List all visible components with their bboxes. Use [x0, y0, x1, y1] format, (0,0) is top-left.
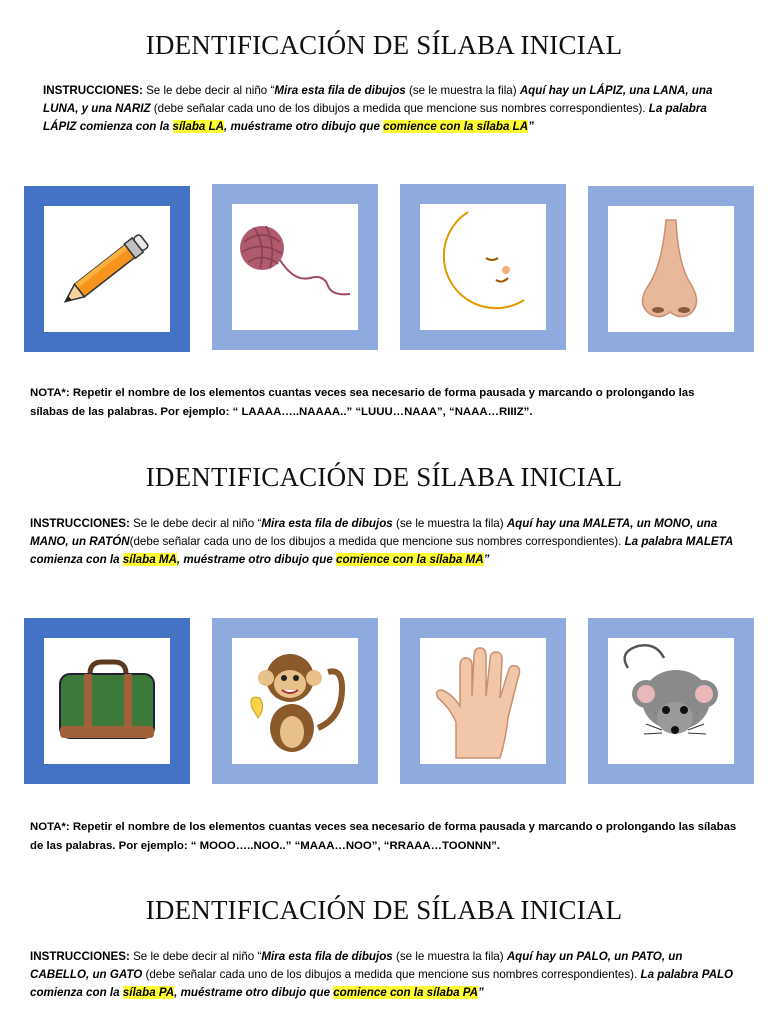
instr-text: (se le muestra la fila) [392, 517, 507, 530]
section-3-instructions [30, 948, 740, 1002]
card-pencil [24, 186, 190, 352]
section-2-instructions [30, 515, 752, 569]
instr-emphasis: Aquí hay un PALO, un PATO, un CABELLO, un GATO [30, 950, 683, 981]
instr-text: (se le muestra la fila) [392, 950, 507, 963]
instr-text: (se le muestra la fila) [405, 84, 520, 97]
instructions-label: INSTRUCCIONES: [30, 950, 130, 963]
instr-emphasis: , muéstrame otro dibujo que [174, 986, 334, 999]
suitcase-icon [44, 638, 170, 764]
instr-emphasis: La palabra LÁPIZ comienza con la [43, 102, 707, 133]
instr-emphasis: ” [478, 986, 484, 999]
pencil-icon [44, 206, 170, 332]
section-1-title: IDENTIFICACIÓN DE SÍLABA INICIAL [145, 30, 623, 60]
card-monkey [212, 618, 378, 784]
instr-highlight: sílaba MA [122, 553, 177, 566]
instr-emphasis: ” [483, 553, 490, 566]
section-3-title: IDENTIFICACIÓN DE SÍLABA INICIAL [145, 895, 623, 925]
card-yarn [212, 184, 378, 350]
instr-text: (debe señalar cada uno de los dibujos a medida que mencione sus nombres correspondientes). [142, 968, 641, 981]
card-moon [400, 184, 566, 350]
instr-emphasis: La palabra PALO comienza con la [30, 968, 734, 999]
instr-text: Se le debe decir al niño “ [129, 950, 262, 963]
instr-text: (debe señalar cada uno de los dibujos a medida que mencione sus nombres correspondientes). [129, 535, 625, 548]
instr-emphasis: ” [528, 120, 534, 133]
instructions-label: INSTRUCCIONES: [30, 517, 130, 530]
instr-highlight: comience con la sílaba MA [336, 553, 484, 566]
card-suitcase [24, 618, 190, 784]
instr-emphasis: , muéstrame otro dibujo que [176, 553, 337, 566]
moon-icon [420, 204, 546, 330]
instr-emphasis: Mira esta fila de dibujos [274, 84, 406, 97]
card-hand [400, 618, 566, 784]
instr-emphasis: , muéstrame otro dibujo que [224, 120, 384, 133]
instr-emphasis: La palabra MALETA comienza con la [30, 535, 733, 566]
instr-emphasis: Mira esta fila de dibujos [261, 517, 393, 530]
section-1-note: NOTA*: Repetir el nombre de los elementos cuantas veces sea necesario de forma pausada y marcando o prolongando las sílabas de las palabras. Por ejemplo: “ LAAAA…..NAAAA..” “LUUU…NAAA”, “NAAA…RIIIZ”. [30, 387, 695, 418]
card-nose [588, 186, 754, 352]
monkey-icon [232, 638, 358, 764]
instr-text: Se le debe decir al niño “ [129, 517, 262, 530]
instr-text: Se le debe decir al niño “ [142, 84, 275, 97]
instr-emphasis: Aquí hay una MALETA, un MONO, una MANO, un RATÓN [30, 517, 718, 548]
hand-icon [420, 638, 546, 764]
instr-highlight: comience con la sílaba PA [333, 986, 478, 999]
instr-text: (debe señalar cada uno de los dibujos a medida que mencione sus nombres correspondientes). [150, 102, 649, 115]
card-mouse [588, 618, 754, 784]
instr-highlight: sílaba LA [172, 120, 225, 133]
instr-emphasis: Mira esta fila de dibujos [261, 950, 393, 963]
instr-highlight: sílaba PA [122, 986, 175, 999]
instr-highlight: comience con la sílaba LA [383, 120, 529, 133]
nose-icon [608, 206, 734, 332]
section-2-note: NOTA*: Repetir el nombre de los elementos cuantas veces sea necesario de forma pausada y marcando o prolongando las sílabas de las palabras. Por ejemplo: “ MOOO…..NOO..” “MAAA…NOO”, “RRAAA…TOONNN”. [30, 821, 737, 852]
instr-emphasis: Aquí hay un LÁPIZ, una LANA, una LUNA, y una NARIZ [43, 84, 713, 115]
section-2-title: IDENTIFICACIÓN DE SÍLABA INICIAL [145, 462, 623, 492]
section-1-instructions [43, 82, 743, 136]
mouse-icon [608, 638, 734, 764]
instructions-label: INSTRUCCIONES: [43, 84, 143, 97]
yarn-ball-icon [232, 204, 358, 330]
